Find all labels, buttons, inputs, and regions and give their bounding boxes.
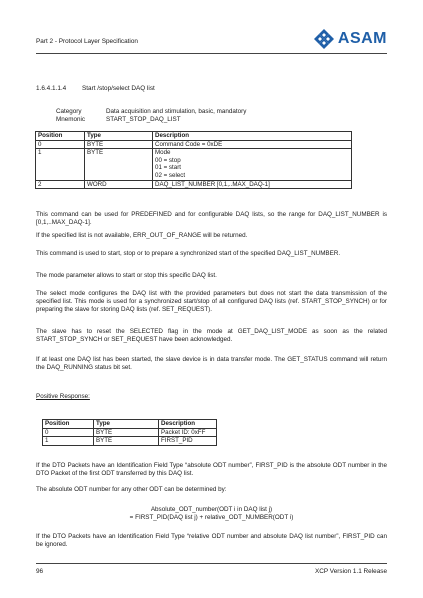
mnemonic-row: [56, 116, 246, 124]
table-row: [36, 140, 352, 149]
command-meta: [56, 108, 246, 124]
table-header-row: [43, 420, 217, 429]
section-number: 1.6.4.1.1.4: [36, 85, 67, 92]
description-line: 02 = select: [155, 171, 186, 179]
table-row: [36, 149, 352, 180]
column-header-type: Type: [94, 420, 159, 429]
header-divider: [36, 53, 387, 54]
page-number: 96: [36, 568, 44, 575]
release-label: XCP Version 1.1 Release: [315, 568, 387, 575]
cell-type: WORD: [85, 180, 153, 189]
asam-logo: [313, 28, 387, 50]
mnemonic-label: Mnemonic: [56, 116, 86, 123]
paragraph: If at least one DAQ list has been started, the slave device is in data transfer mode. The GET_STATUS command will return the DAQ_RUNNING status bit set.: [36, 356, 387, 372]
header-title: Part 2 - Protocol Layer Specification: [36, 38, 138, 45]
cell-description: Command Code = 0xDE: [153, 140, 352, 149]
column-header-position: Position: [36, 132, 85, 141]
cell-type: BYTE: [94, 428, 159, 437]
cell-description: [153, 149, 352, 180]
cell-position: 0: [36, 140, 85, 149]
table-row: [43, 428, 217, 437]
description-line: 00 = stop: [155, 156, 181, 164]
page-header: [36, 22, 387, 52]
cell-type: BYTE: [94, 437, 159, 446]
response-table: [42, 419, 217, 446]
category-row: [56, 108, 246, 116]
cell-description: FIRST_PID: [159, 437, 217, 446]
formula-line: Absolute_ODT_number(ODT i in DAQ list j): [150, 506, 273, 513]
command-table: [35, 131, 352, 189]
description-line: Mode: [155, 149, 171, 157]
footer-divider: [36, 563, 387, 564]
paragraph: If the specified list is not available, ERR_OUT_OF_RANGE will be returned.: [36, 232, 248, 239]
cell-description: Packet ID: 0xFF: [159, 428, 217, 437]
formula-line: = FIRST_PID(DAQ list j) + relative_ODT_NUMBER(ODT i): [129, 514, 294, 521]
column-header-description: Description: [153, 132, 352, 141]
column-header-type: Type: [85, 132, 153, 141]
logo-text: ASAM: [337, 30, 387, 47]
category-value: Data acquisition and stimulation, basic, mandatory: [106, 108, 247, 115]
paragraph: The absolute ODT number for any other ODT can be determined by:: [36, 486, 227, 493]
description-line: 01 = start: [155, 164, 181, 172]
cell-position: 2: [36, 180, 85, 189]
paragraph: This command is used to start, stop or to prepare a synchronized start of the specified DAQ_LIST_NUMBER.: [36, 250, 341, 257]
asam-logo-icon: [313, 28, 335, 50]
section-title: Start /stop/select DAQ list: [82, 85, 155, 92]
cell-type: BYTE: [85, 149, 153, 180]
paragraph: If the DTO Packets have an Identification Field Type “relative ODT number and absolute DAQ list number”, FIRST_PID can be ignored.: [36, 533, 387, 549]
column-header-description: Description: [159, 420, 217, 429]
paragraph: If the DTO Packets have an Identification Field Type “absolute ODT number”, FIRST_PID is the absolute ODT number in the DTO Packet of the first ODT transferred by this DAQ list.: [36, 462, 387, 478]
paragraph: The slave has to reset the SELECTED flag in the mode at GET_DAQ_LIST_MODE as soon as the related START_STOP_SYNCH or SET_REQUEST have been acknowledged.: [36, 328, 387, 344]
table-header-row: [36, 132, 352, 141]
category-label: Category: [56, 108, 82, 115]
mnemonic-value: START_STOP_DAQ_LIST: [106, 116, 181, 123]
table-row: [43, 437, 217, 446]
paragraph: The mode parameter allows to start or stop this specific DAQ list.: [36, 272, 217, 279]
paragraph: This command can be used for PREDEFINED and for configurable DAQ lists, so the range for DAQ_LIST_NUMBER is [0,1,..MAX_DAQ-1].: [36, 211, 387, 227]
cell-position: 1: [43, 437, 94, 446]
section-heading: [36, 85, 387, 93]
paragraph: The select mode configures the DAQ list with the provided parameters but does not start the data transmission of the specified list. This mode is used for a synchronized start/stop of all configured DAQ lists (ref. START_STOP_SYNCH) or for preparing the slave for storing DAQ lists (ref. SET_REQUEST).: [36, 290, 387, 314]
cell-position: 0: [43, 428, 94, 437]
cell-type: BYTE: [85, 140, 153, 149]
column-header-position: Position: [43, 420, 94, 429]
positive-response-heading: Positive Response:: [36, 393, 90, 400]
table-row: [36, 180, 352, 189]
cell-position: 1: [36, 149, 85, 180]
cell-description: DAQ_LIST_NUMBER [0,1,..MAX_DAQ-1]: [153, 180, 352, 189]
